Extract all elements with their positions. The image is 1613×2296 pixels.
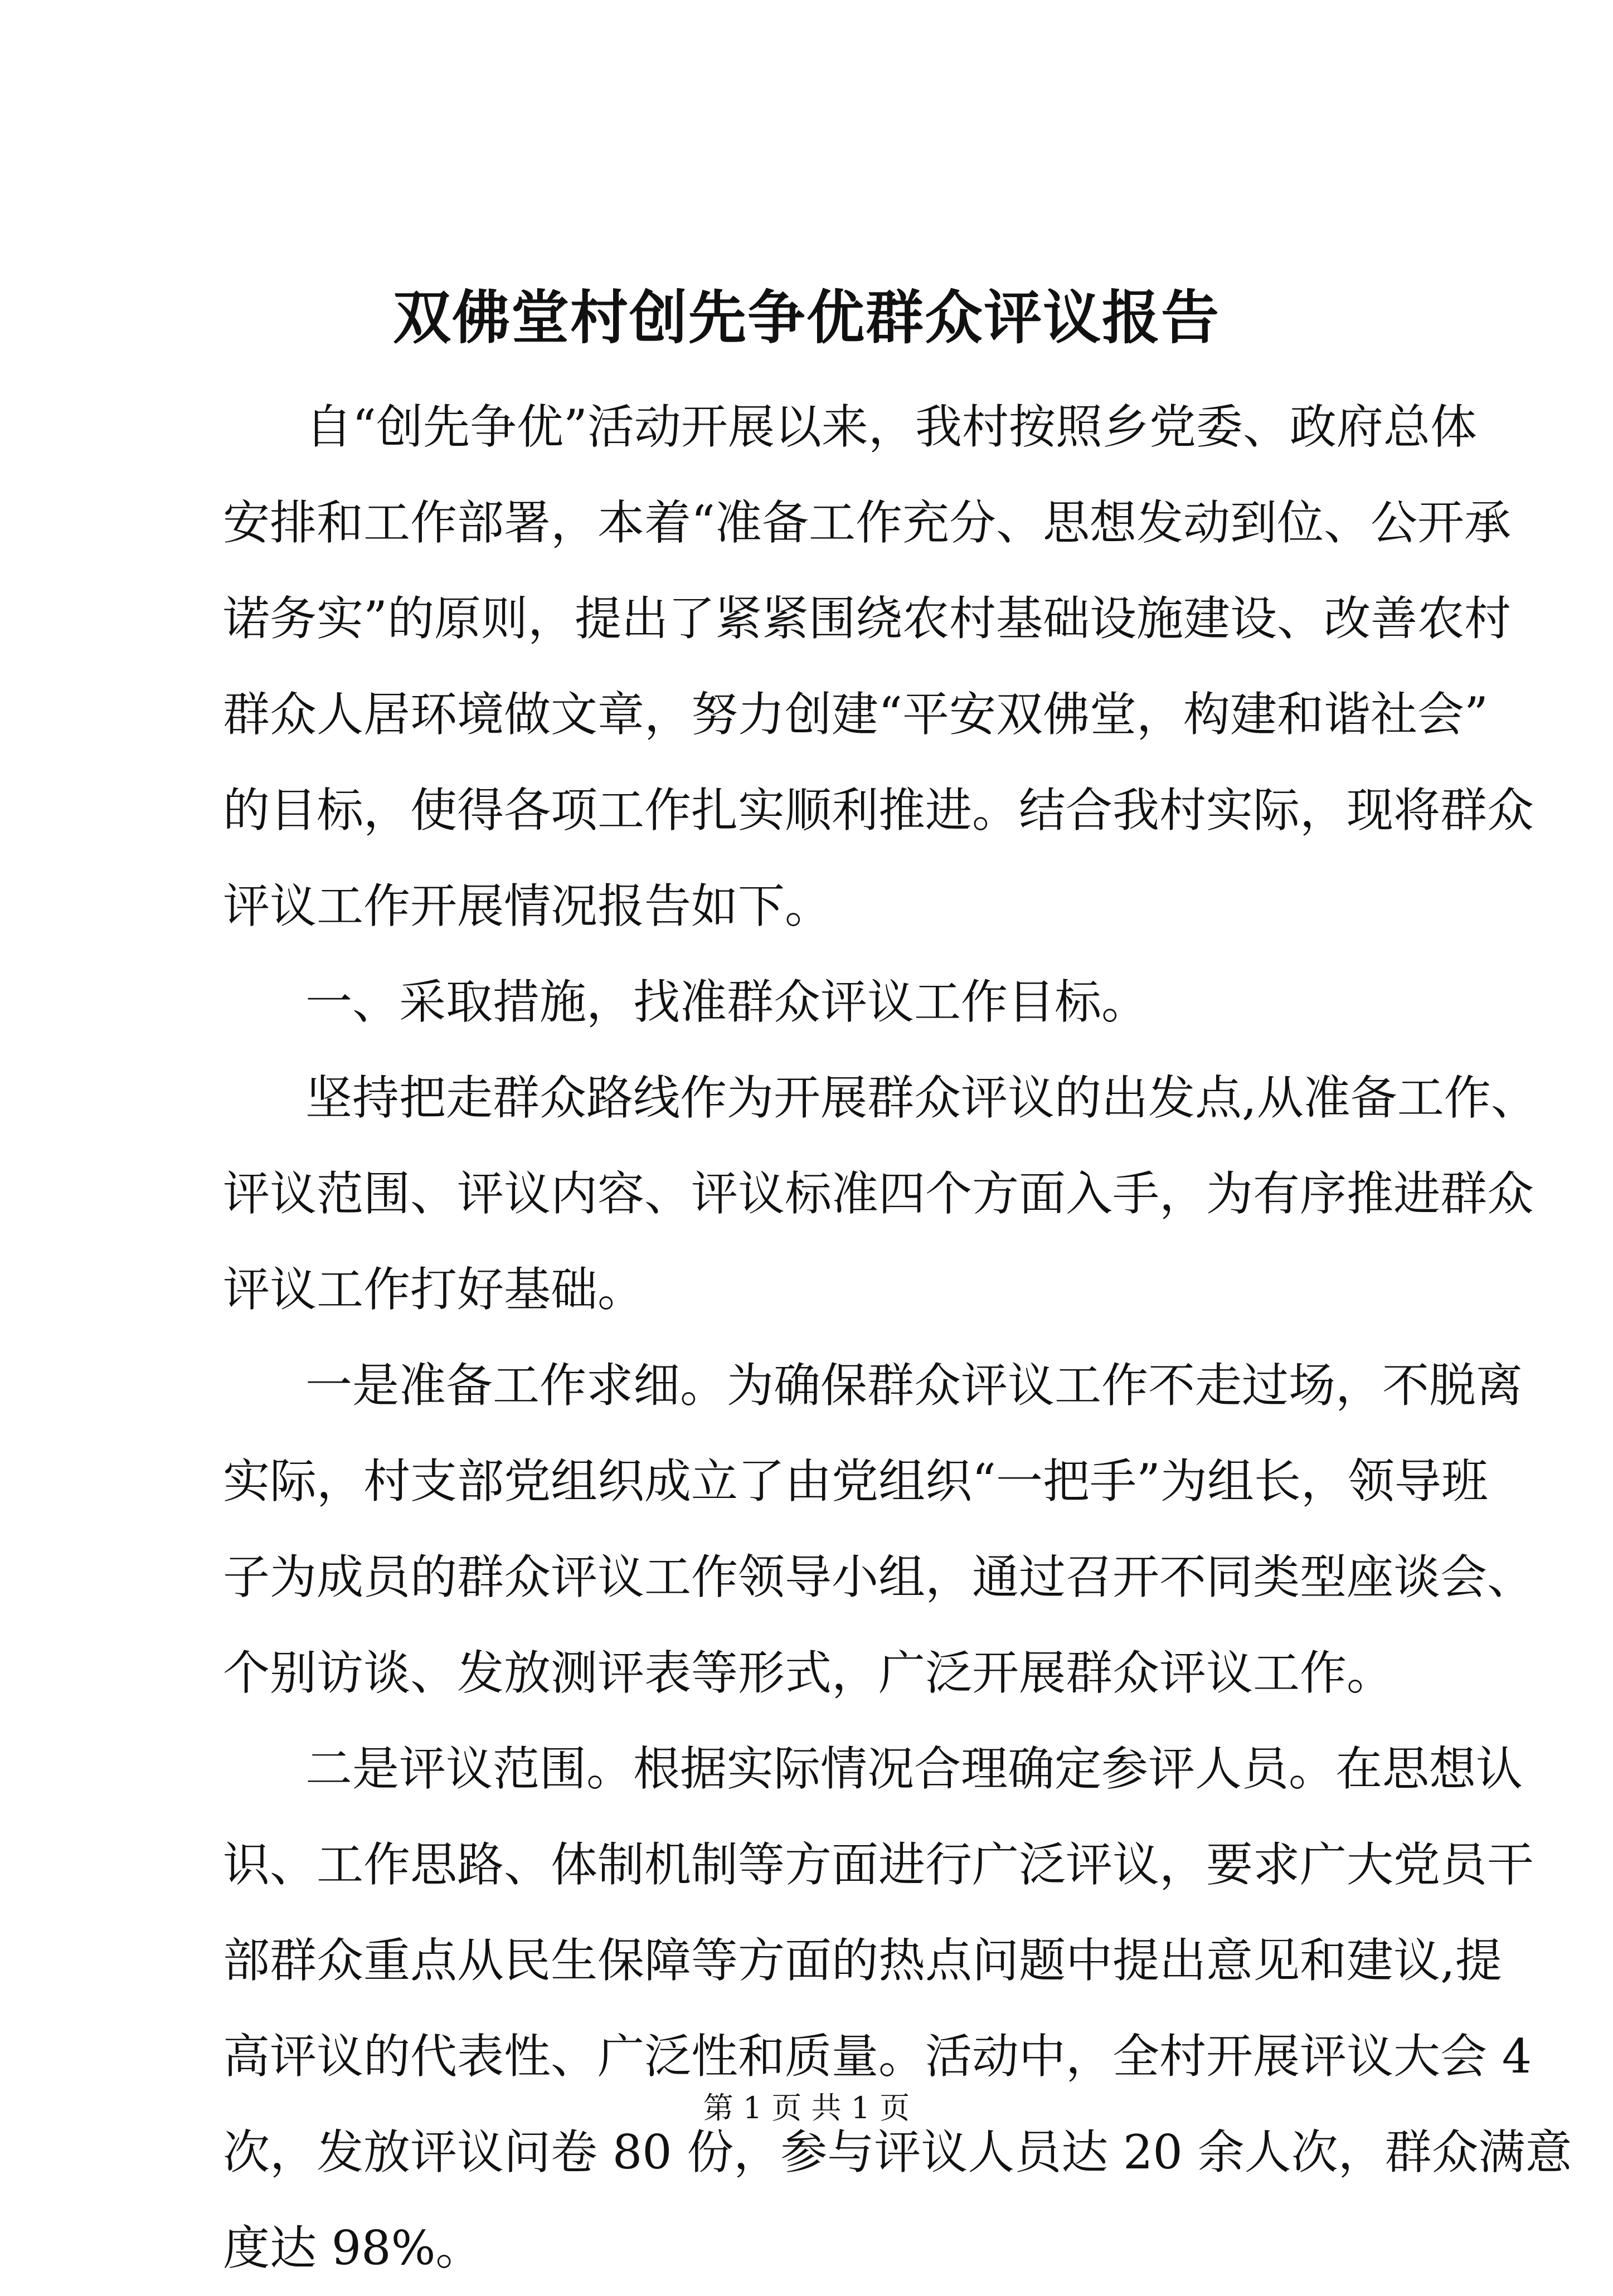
paragraph-line: 群众人居环境做文章，努力创建“平安双佛堂，构建和谐社会”: [223, 687, 1488, 742]
paragraph-line: 识、工作思路、体制机制等方面进行广泛评议，要求广大党员干: [223, 1837, 1534, 1892]
document-body: [223, 379, 1572, 2296]
paragraph-line: 诺务实”的原则，提出了紧紧围绕农村基础设施建设、改善农村: [223, 591, 1511, 646]
paragraph-line: 坚持把走群众路线作为开展群众评议的出发点,从准备工作、: [305, 1071, 1538, 1125]
paragraph-line: 二是评议范围。根据实际情况合理确定参评人员。在思想认: [305, 1742, 1523, 1796]
section-heading: 一、采取措施，找准群众评议工作目标。: [305, 975, 1149, 1029]
document-title: 双佛堂村创先争优群众评议报告: [392, 283, 1220, 352]
paragraph-line: 安排和工作部署，本着“准备工作充分、思想发动到位、公开承: [223, 495, 1511, 550]
paragraph-line: 评议范围、评议内容、评议标准四个方面入手，为有序推进群众: [223, 1166, 1534, 1221]
paragraph-line: 高评议的代表性、广泛性和质量。活动中，全村开展评议大会 4: [223, 2029, 1532, 2084]
paragraph-line: 评议工作打好基础。: [223, 1262, 645, 1317]
paragraph-line: 一是准备工作求细。为确保群众评议工作不走过场，不脱离: [305, 1358, 1523, 1413]
paragraph-line: 个别访谈、发放测评表等形式，广泛开展群众评议工作。: [223, 1646, 1394, 1700]
paragraph-line: 自“创先争优”活动开展以来，我村按照乡党委、政府总体: [305, 400, 1477, 454]
paragraph-line: 子为成员的群众评议工作领导小组，通过召开不同类型座谈会、: [223, 1550, 1534, 1604]
paragraph-line: 实际，村支部党组织成立了由党组织“一把手”为组长，领导班: [223, 1454, 1488, 1509]
paragraph-line: 评议工作开展情况报告如下。: [223, 879, 832, 933]
paragraph-line: 度达 98%。: [223, 2221, 483, 2275]
paragraph-line: 的目标，使得各项工作扎实顺利推进。结合我村实际，现将群众: [223, 783, 1534, 838]
paragraph-line: 次，发放评议问卷 80 份，参与评议人员达 20 余人次，群众满意: [223, 2125, 1572, 2180]
page-footer: 第 1 页 共 1 页: [703, 2090, 910, 2125]
paragraph-line: 部群众重点从民生保障等方面的热点问题中提出意见和建议,提: [223, 1933, 1502, 1988]
